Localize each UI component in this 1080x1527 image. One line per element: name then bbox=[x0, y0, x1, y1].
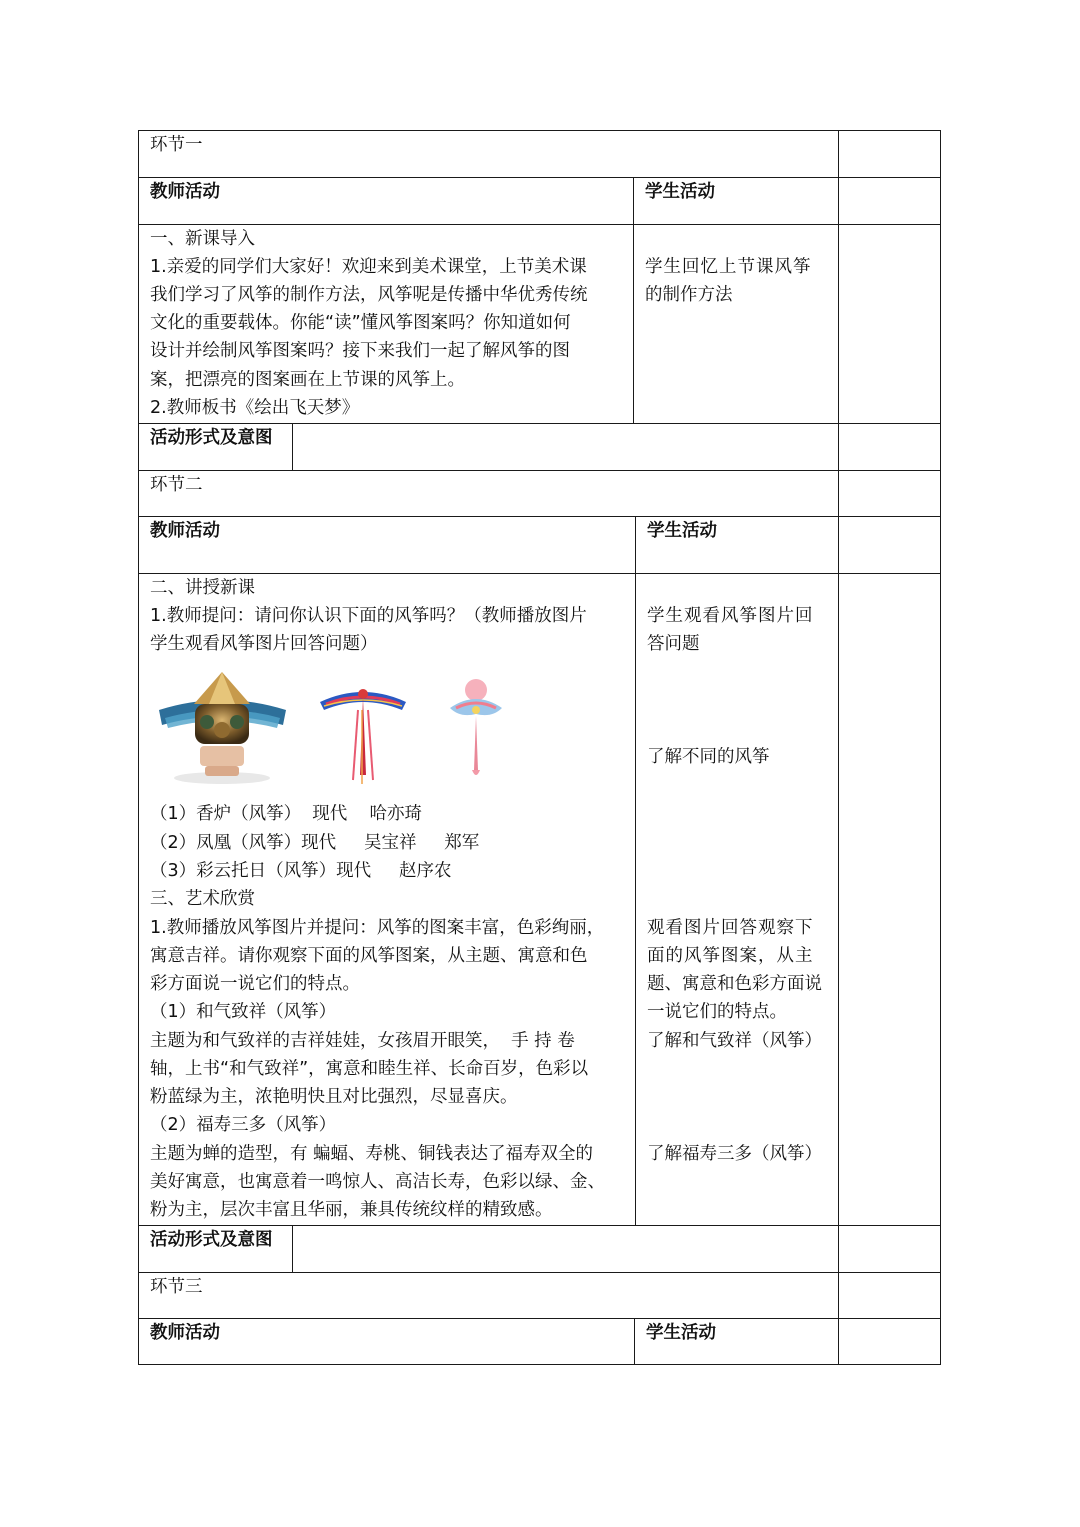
section2-title: 环节二 bbox=[150, 475, 203, 495]
section1-student-header: 学生活动 bbox=[645, 182, 715, 202]
section3-student-header: 学生活动 bbox=[646, 1323, 716, 1343]
censer-kite-image bbox=[155, 670, 290, 785]
section2-activity-label: 活动形式及意图 bbox=[150, 1230, 273, 1250]
section1-title: 环节一 bbox=[150, 135, 203, 155]
section1-teacher-header: 教师活动 bbox=[150, 182, 220, 202]
cloud-sun-kite-image bbox=[446, 678, 506, 783]
table-border-right bbox=[940, 130, 941, 1365]
section2-student-header: 学生活动 bbox=[647, 521, 717, 541]
lesson-plan-page: 环节一 教师活动 学生活动 一、新课导入 1.亲爱的同学们大家好！欢迎来到美术课堂，上节美术课 我们学习了风筝的制作方法，风筝呢是传播中华优秀传统 文化的重要载体。你能“读”懂风筝图案吗？你知道如何 设计并绘制风筝图案吗？接下来我们一起了解风筝的图 案，把漂亮的图案画在上节课的风筝上。 2.教师板书《绘出飞天梦》 学生回忆上节课风筝 的制作方法 活动形式及意图 环节二 教师活动 学生活动 二、讲授新课 1.教师提问：请问你认识下面的风筝吗？（教师播放图片 学生观看风筝图片回答问题） （1）香炉（风筝） 现代 哈亦琦 （2）凤凰（风筝）现代 吴宝祥 郑军 （3）彩云托日（风筝）现代 赵序农 三、艺术欣赏 1.教师播放风筝图片并提问：风筝的图案丰富，色彩绚丽， 寓意吉祥。请你观察下面的风筝图案，从主题、寓意和色 彩方面说一说它们的特点。 （1）和气致祥（风筝） 主题为和气致祥的吉祥娃娃，女孩眉开眼笑， 手 持 卷 轴，上书“和气致祥”，寓意和睦生祥、长命百岁，色彩以 粉蓝绿为主，浓艳明快且对比强烈，尽显喜庆。 （2）福寿三多（风筝） 主题为蝉的造型，有 蝙蝠、寿桃、铜钱表达了福寿双全的 美好寓意，也寓意着一鸣惊人、高洁长寿，色彩以绿、金、 粉为主，层次丰富且华丽，兼具传统纹样的精致感。 学生观看风筝图片回 答问题 了解不同的风筝 观看图片回答观察下 面的风筝图案，从主 题、寓意和色彩方面说 一说它们的特点。 了解和气致祥（风筝） 了解福寿三多（风筝） 活动形式及意图 环节三 教师活动 学生活动 bbox=[0, 0, 1080, 1527]
phoenix-kite-image bbox=[318, 680, 408, 785]
section1-activity-label: 活动形式及意图 bbox=[150, 428, 273, 448]
section2-teacher-header: 教师活动 bbox=[150, 521, 220, 541]
table-border-left bbox=[138, 130, 139, 1365]
section3-title: 环节三 bbox=[150, 1277, 203, 1297]
section3-teacher-header: 教师活动 bbox=[150, 1323, 220, 1343]
table-column-divider bbox=[838, 130, 839, 1365]
